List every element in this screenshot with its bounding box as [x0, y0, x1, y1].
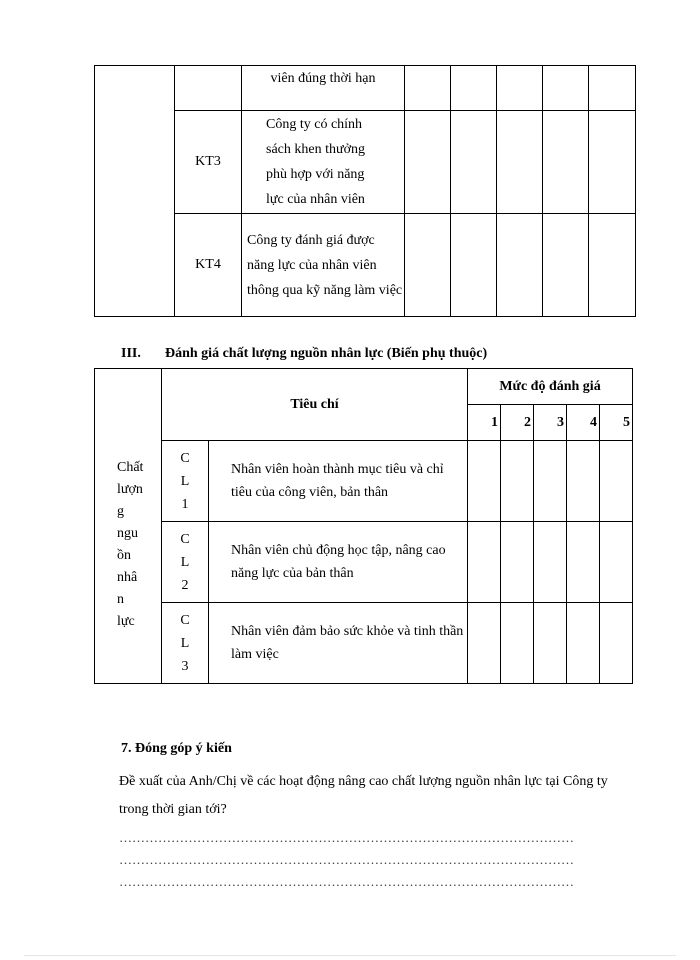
rating-cell[interactable] [534, 603, 567, 684]
table-row [95, 111, 636, 214]
criterion-text: Nhân viên chủ động học tập, nâng cao năng lực của bản thân [209, 522, 468, 603]
criterion-code [162, 441, 209, 522]
group-label-line: Chất [117, 460, 144, 475]
rating-header: Mức độ đánh giá [468, 369, 633, 405]
rating-cell[interactable] [567, 522, 600, 603]
group-label-line: ồn [117, 548, 131, 563]
code-char: L [180, 554, 190, 570]
group-label-line: n [117, 592, 124, 607]
criterion-code [162, 603, 209, 684]
group-label-line: nhâ [117, 570, 138, 585]
rating-cell[interactable] [589, 214, 636, 317]
rating-cell[interactable] [543, 111, 589, 214]
criterion-code [175, 66, 242, 111]
rating-cell[interactable] [567, 603, 600, 684]
rating-cell[interactable] [567, 441, 600, 522]
code-char: L [180, 635, 190, 651]
rating-cell[interactable] [534, 441, 567, 522]
rating-cell[interactable] [501, 603, 534, 684]
criterion-code [162, 522, 209, 603]
quality-rating-table [94, 368, 633, 684]
rating-cell[interactable] [468, 603, 501, 684]
code-char: C [180, 531, 190, 547]
header-row [95, 369, 633, 405]
scale-5: 5 [600, 405, 633, 441]
criteria-header: Tiêu chí [162, 369, 468, 441]
rating-cell[interactable] [543, 66, 589, 111]
table-row [95, 214, 636, 317]
rating-cell[interactable] [451, 111, 497, 214]
rating-cell[interactable] [589, 111, 636, 214]
code-char: L [180, 473, 190, 489]
code-char: 3 [181, 658, 189, 674]
group-label-cell [95, 369, 162, 684]
criterion-code: KT4 [175, 214, 242, 317]
criterion-text: Công ty đánh giá được năng lực của nhân viên thông qua kỹ năng làm việc [242, 214, 405, 317]
rating-cell[interactable] [451, 214, 497, 317]
criterion-text: Nhân viên hoàn thành mục tiêu và chỉ tiêu của công viên, bản thân [209, 441, 468, 522]
rating-cell[interactable] [405, 111, 451, 214]
answer-line[interactable]: …………………………………………………………………………………………… [119, 874, 574, 889]
table-row [95, 603, 633, 684]
section-number: III. [121, 346, 141, 361]
rating-cell[interactable] [534, 522, 567, 603]
criteria-table-continued [94, 65, 636, 317]
scale-1: 1 [468, 405, 501, 441]
page-bottom-divider [24, 955, 676, 956]
rating-cell[interactable] [451, 66, 497, 111]
table-row [95, 522, 633, 603]
criterion-code: KT3 [175, 111, 242, 214]
rating-cell[interactable] [600, 441, 633, 522]
group-label-line: ngu [117, 526, 138, 541]
rating-cell[interactable] [589, 66, 636, 111]
rating-cell[interactable] [600, 603, 633, 684]
rating-cell[interactable] [468, 441, 501, 522]
answer-line[interactable]: …………………………………………………………………………………………… [119, 830, 574, 845]
section-title: Đánh giá chất lượng nguồn nhân lực (Biến phụ thuộc) [165, 346, 488, 361]
rating-cell[interactable] [497, 214, 543, 317]
rating-cell[interactable] [501, 522, 534, 603]
criterion-text: Công ty có chính sách khen thưởng phù hợp với năng lực của nhân viên [242, 111, 405, 214]
criterion-text: Nhân viên đảm bảo sức khỏe và tinh thần làm việc [209, 603, 468, 684]
rating-cell[interactable] [468, 522, 501, 603]
code-char: 2 [181, 577, 189, 593]
rating-cell[interactable] [543, 214, 589, 317]
rating-cell[interactable] [405, 66, 451, 111]
answer-line[interactable]: …………………………………………………………………………………………… [119, 852, 574, 867]
rating-cell[interactable] [405, 214, 451, 317]
rating-cell[interactable] [600, 522, 633, 603]
section-7-title: 7. Đóng góp ý kiến [121, 741, 232, 756]
code-char: C [180, 612, 190, 628]
group-label-line: lượn [117, 482, 143, 497]
rating-cell[interactable] [497, 111, 543, 214]
group-cell [95, 66, 175, 317]
rating-cell[interactable] [501, 441, 534, 522]
rating-cell[interactable] [497, 66, 543, 111]
code-char: 1 [181, 496, 189, 512]
table-row [95, 66, 636, 111]
criterion-text: viên đúng thời hạn [242, 66, 405, 111]
group-label-line: g [117, 504, 124, 519]
table-row [95, 441, 633, 522]
section-heading [121, 346, 487, 362]
code-char: C [180, 450, 190, 466]
scale-2: 2 [501, 405, 534, 441]
group-label-line: lực [117, 614, 135, 629]
feedback-question: Đề xuất của Anh/Chị về các hoạt động nâng cao chất lượng nguồn nhân lực tại Công ty trong thời gian tới? [119, 774, 608, 817]
scale-4: 4 [567, 405, 600, 441]
scale-3: 3 [534, 405, 567, 441]
